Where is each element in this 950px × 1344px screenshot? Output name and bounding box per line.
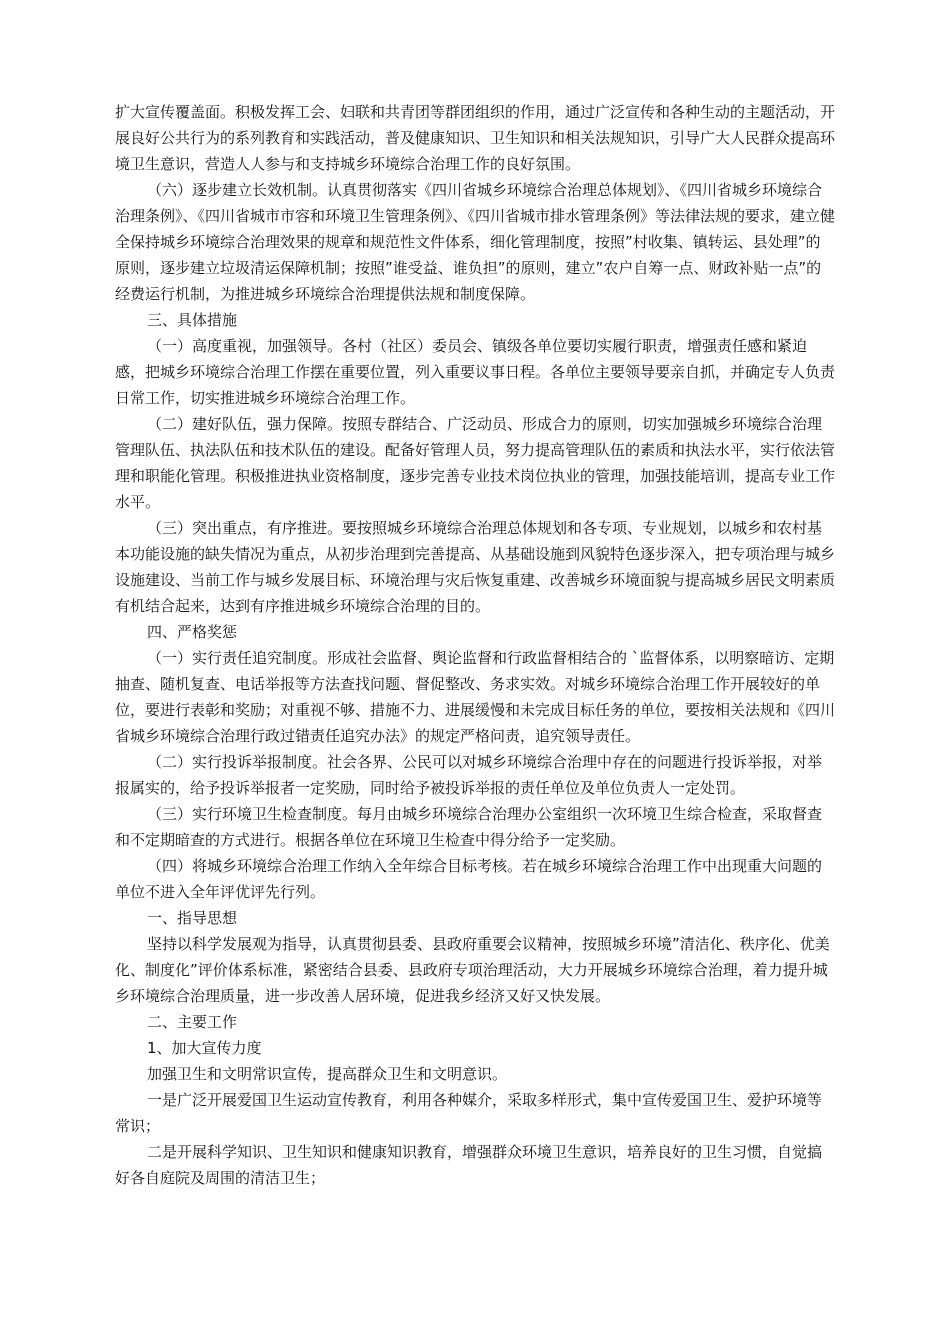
heading-main-work: 二、主要工作 (147, 1013, 238, 1031)
paragraph-accountability: （一）实行责任追究制度。形成社会监督、舆论监督和行政监督相结合的 `监督体系，以明察暗访、定期抽查、随机复查、电话举报等方法查找问题、督促整改、务求实效。对城乡环境综合治理工作开展较好的单位，要进行表彰和奖励；对重视不够、措施不力、进展缓慢和未完成目标任务的单位，要按相关法规和《四川省城乡环境综合治理行政过错责任追究办法》的规定严格问责，追究领导责任。 (115, 649, 836, 745)
paragraph-patriotic-health: 一是广泛开展爱国卫生运动宣传教育，利用各种媒介，采取多样形式，集中宣传爱国卫生、爱护环境等常识； (115, 1091, 823, 1135)
heading-specific-measures: 三、具体措施 (147, 311, 238, 329)
paragraph-complaint-reporting: （二）实行投诉举报制度。社会各界、公民可以对城乡环境综合治理中存在的问题进行投诉举报，对举报属实的，给予投诉举报者一定奖励，同时给予被投诉举报的责任单位及单位负责人一定处罚。 (115, 753, 823, 797)
paragraph-publicity-coverage: 扩大宣传覆盖面。积极发挥工会、妇联和共青团等群团组织的作用，通过广泛宣传和各种生动的主题活动，开展良好公共行为的系列教育和实践活动，普及健康知识、卫生知识和相关法规知识，引导广大人民群众提高环境卫生意识，营造人人参与和支持城乡环境综合治理工作的良好氛围。 (115, 103, 836, 173)
paragraph-priorities: （三）突出重点，有序推进。要按照城乡环境综合治理总体规划和各专项、专业规划，以城乡和农村基本功能设施的缺失情况为重点，从初步治理到完善提高、从基础设施到风貌特色逐步深入，把专项治理与城乡设施建设、当前工作与城乡发展目标、环境治理与灾后恢复重建、改善城乡环境面貌与提高城乡居民文明素质有机结合起来，达到有序推进城乡环境综合治理的目的。 (115, 519, 836, 615)
heading-guiding-ideology: 一、指导思想 (147, 909, 238, 927)
heading-publicity: 1、加大宣传力度 (147, 1039, 262, 1057)
paragraph-health-education: 二是开展科学知识、卫生知识和健康知识教育，增强群众环境卫生意识，培养良好的卫生习惯，自觉搞好各自庭院及周围的清洁卫生； (115, 1143, 823, 1187)
paragraph-sanitation-inspection: （三）实行环境卫生检查制度。每月由城乡环境综合治理办公室组织一次环境卫生综合检查，采取督查和不定期暗查的方式进行。根据各单位在环境卫生检查中得分给予一定奖励。 (115, 805, 823, 849)
heading-rewards-penalties: 四、严格奖惩 (147, 623, 238, 641)
paragraph-guiding-ideology: 坚持以科学发展观为指导，认真贯彻县委、县政府重要会议精神，按照城乡环境”清洁化、秩序化、优美化、制度化”评价体系标准，紧密结合县委、县政府专项治理活动，大力开展城乡环境综合治理，着力提升城乡环境综合治理质量，进一步改善人居环境，促进我乡经济又好又快发展。 (115, 935, 830, 1005)
paragraph-long-term-mechanism: （六）逐步建立长效机制。认真贯彻落实《四川省城乡环境综合治理总体规划》、《四川省城乡环境综合治理条例》、《四川省城市市容和环境卫生管理条例》、《四川省城市排水管理条例》等法律法规的要求，建立健全保持城乡环境综合治理效果的规章和规范性文件体系，细化管理制度，按照”村收集、镇转运、县处理”的原则，逐步建立垃圾清运保障机制；按照”谁受益、谁负担”的原则，建立”农户自筹一点、财政补贴一点”的经费运行机制，为推进城乡环境综合治理提供法规和制度保障。 (115, 181, 836, 303)
paragraph-leadership: （一）高度重视，加强领导。各村（社区）委员会、镇级各单位要切实履行职责，增强责任感和紧迫感，把城乡环境综合治理工作摆在重要位置，列入重要议事日程。各单位主要领导要亲自抓，并确定专人负责日常工作，切实推进城乡环境综合治理工作。 (115, 337, 836, 407)
paragraph-annual-assessment: （四）将城乡环境综合治理工作纳入全年综合目标考核。若在城乡环境综合治理工作中出现重大问题的单位不进入全年评优评先行列。 (115, 857, 823, 901)
paragraph-team-building: （二）建好队伍，强力保障。按照专群结合、广泛动员、形成合力的原则，切实加强城乡环境综合治理管理队伍、执法队伍和技术队伍的建设。配备好管理人员，努力提高管理队伍的素质和执法水平，实行依法管理和职能化管理。积极推进执业资格制度，逐步完善专业技术岗位执业的管理，加强技能培训，提高专业工作水平。 (115, 415, 836, 511)
paragraph-hygiene-awareness: 加强卫生和文明常识宣传，提高群众卫生和文明意识。 (147, 1065, 508, 1083)
document-body (115, 99, 835, 1191)
